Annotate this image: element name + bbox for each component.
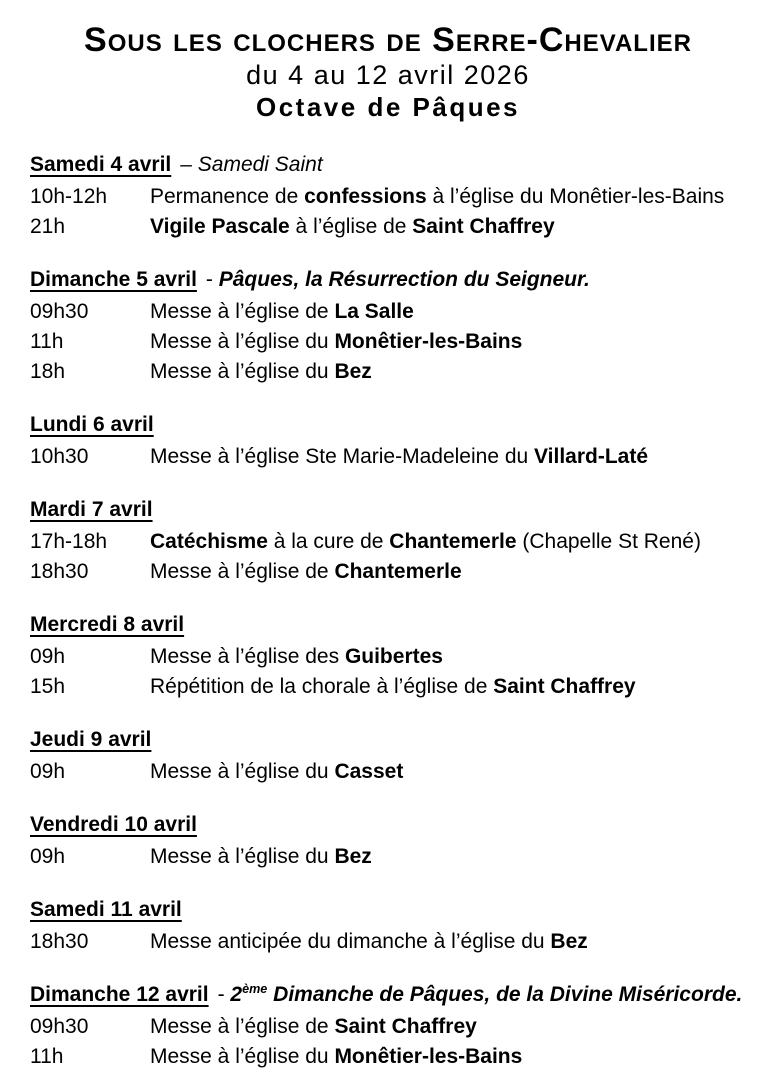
event-row bbox=[30, 1042, 746, 1072]
text-segment: Messe à l’église du bbox=[150, 329, 335, 353]
event-description bbox=[150, 357, 746, 387]
day-title: Mardi 7 avril bbox=[30, 497, 153, 521]
event-time: 18h30 bbox=[30, 929, 89, 953]
document-date-range: du 4 au 12 avril 2026 bbox=[246, 59, 530, 90]
event-description bbox=[150, 327, 746, 357]
document-subtitle: Octave de Pâques bbox=[256, 92, 520, 123]
event-row bbox=[30, 327, 746, 357]
text-segment: Messe à l’église du bbox=[150, 759, 335, 783]
text-segment: – Samedi Saint bbox=[180, 152, 323, 176]
text-segment: Saint Chaffrey bbox=[412, 214, 555, 238]
event-description bbox=[150, 1012, 746, 1042]
day-heading bbox=[30, 725, 746, 755]
schedule bbox=[30, 150, 746, 1072]
event-row bbox=[30, 842, 746, 872]
text-segment: Répétition de la chorale à l’église de bbox=[150, 674, 494, 698]
text-segment: Bez bbox=[550, 929, 588, 953]
event-time: 10h-12h bbox=[30, 184, 108, 208]
text-segment: Permanence de bbox=[150, 184, 305, 208]
event-time: 09h bbox=[30, 759, 66, 783]
event-time: 11h bbox=[30, 1044, 64, 1068]
text-segment: à l’église du Monêtier-les-Bains bbox=[426, 184, 725, 208]
text-segment: - bbox=[217, 982, 231, 1006]
event-description bbox=[150, 297, 746, 327]
text-segment: Monêtier-les-Bains bbox=[334, 329, 523, 353]
event-time: 09h bbox=[30, 644, 66, 668]
event-time: 15h bbox=[30, 674, 66, 698]
event-time: 10h30 bbox=[30, 444, 89, 468]
event-row bbox=[30, 672, 746, 702]
text-segment: (Chapelle St René) bbox=[516, 529, 701, 553]
event-description bbox=[150, 672, 746, 702]
event-time: 09h30 bbox=[30, 1014, 89, 1038]
event-description bbox=[150, 212, 746, 242]
day-note bbox=[180, 153, 322, 176]
day-heading bbox=[30, 810, 746, 840]
text-segment: La Salle bbox=[334, 299, 414, 323]
document-title: Sous les clochers de Serre-Chevalier bbox=[84, 21, 692, 59]
day-heading bbox=[30, 980, 746, 1010]
day-title: Dimanche 12 avril bbox=[30, 982, 209, 1006]
text-segment: Guibertes bbox=[344, 644, 443, 668]
day-title: Samedi 4 avril bbox=[30, 152, 172, 176]
event-row bbox=[30, 757, 746, 787]
event-row bbox=[30, 442, 746, 472]
event-row bbox=[30, 642, 746, 672]
text-segment: Messe à l’église Ste Marie-Madeleine du bbox=[150, 444, 535, 468]
text-segment: Messe à l’église du bbox=[150, 844, 335, 868]
document-header bbox=[30, 22, 746, 124]
text-segment: 2 bbox=[230, 982, 243, 1006]
event-row bbox=[30, 527, 746, 557]
text-segment: Casset bbox=[334, 759, 404, 783]
text-segment: Messe à l’église du bbox=[150, 359, 335, 383]
text-segment: Messe à l’église de bbox=[150, 559, 335, 583]
text-segment: Villard-Laté bbox=[534, 444, 649, 468]
text-segment: Bez bbox=[334, 359, 372, 383]
text-segment: Pâques, la Résurrection du Seigneur. bbox=[218, 267, 590, 291]
event-description bbox=[150, 927, 746, 957]
text-segment: Chantemerle bbox=[334, 559, 462, 583]
text-segment: Monêtier-les-Bains bbox=[334, 1044, 523, 1068]
text-segment: Messe à l’église du bbox=[150, 1044, 335, 1068]
text-segment: Messe anticipée du dimanche à l’église du bbox=[150, 929, 551, 953]
event-description bbox=[150, 182, 746, 212]
text-segment: à l’église de bbox=[289, 214, 413, 238]
day-heading bbox=[30, 895, 746, 925]
text-segment: Vigile Pascale bbox=[150, 214, 290, 238]
event-time: 18h bbox=[30, 359, 66, 383]
event-time: 18h30 bbox=[30, 559, 89, 583]
day-section bbox=[30, 150, 746, 242]
event-row bbox=[30, 1012, 746, 1042]
event-description bbox=[150, 1042, 746, 1072]
day-heading bbox=[30, 150, 746, 180]
day-heading bbox=[30, 265, 746, 295]
event-time: 21h bbox=[30, 214, 66, 238]
text-segment: Messe à l’église de bbox=[150, 299, 335, 323]
text-segment: Catéchisme bbox=[150, 529, 268, 553]
text-segment: à la cure de bbox=[267, 529, 390, 553]
text-segment: confessions bbox=[304, 184, 427, 208]
day-title: Lundi 6 avril bbox=[30, 412, 154, 436]
day-section bbox=[30, 810, 746, 872]
day-section bbox=[30, 895, 746, 957]
day-section bbox=[30, 980, 746, 1072]
event-row bbox=[30, 927, 746, 957]
day-note bbox=[206, 268, 590, 291]
day-title: Jeudi 9 avril bbox=[30, 727, 152, 751]
text-segment: Chantemerle bbox=[389, 529, 517, 553]
day-section bbox=[30, 610, 746, 702]
text-segment: Bez bbox=[334, 844, 372, 868]
day-note bbox=[218, 983, 743, 1006]
event-time: 17h-18h bbox=[30, 529, 108, 553]
day-heading bbox=[30, 610, 746, 640]
day-section bbox=[30, 265, 746, 387]
event-row bbox=[30, 212, 746, 242]
text-segment: Messe à l’église de bbox=[150, 1014, 335, 1038]
text-segment: Saint Chaffrey bbox=[493, 674, 636, 698]
text-segment: Messe à l’église des bbox=[150, 644, 345, 668]
event-row bbox=[30, 297, 746, 327]
event-row bbox=[30, 557, 746, 587]
day-title: Samedi 11 avril bbox=[30, 897, 182, 921]
text-segment: - bbox=[205, 267, 219, 291]
day-title: Vendredi 10 avril bbox=[30, 812, 197, 836]
event-time: 09h30 bbox=[30, 299, 89, 323]
event-description bbox=[150, 757, 746, 787]
day-heading bbox=[30, 410, 746, 440]
event-time: 11h bbox=[30, 329, 64, 353]
day-title: Dimanche 5 avril bbox=[30, 267, 197, 291]
day-section bbox=[30, 495, 746, 587]
event-description bbox=[150, 842, 746, 872]
day-heading bbox=[30, 495, 746, 525]
event-row bbox=[30, 182, 746, 212]
text-segment: Saint Chaffrey bbox=[334, 1014, 477, 1038]
event-description bbox=[150, 557, 746, 587]
day-section bbox=[30, 410, 746, 472]
text-segment: ème bbox=[242, 981, 268, 996]
event-time: 09h bbox=[30, 844, 66, 868]
event-row bbox=[30, 357, 746, 387]
event-description bbox=[150, 527, 746, 557]
day-section bbox=[30, 725, 746, 787]
event-description bbox=[150, 442, 746, 472]
event-description bbox=[150, 642, 746, 672]
day-title: Mercredi 8 avril bbox=[30, 612, 185, 636]
text-segment: Dimanche de Pâques, de la Divine Miséricorde. bbox=[267, 982, 743, 1006]
